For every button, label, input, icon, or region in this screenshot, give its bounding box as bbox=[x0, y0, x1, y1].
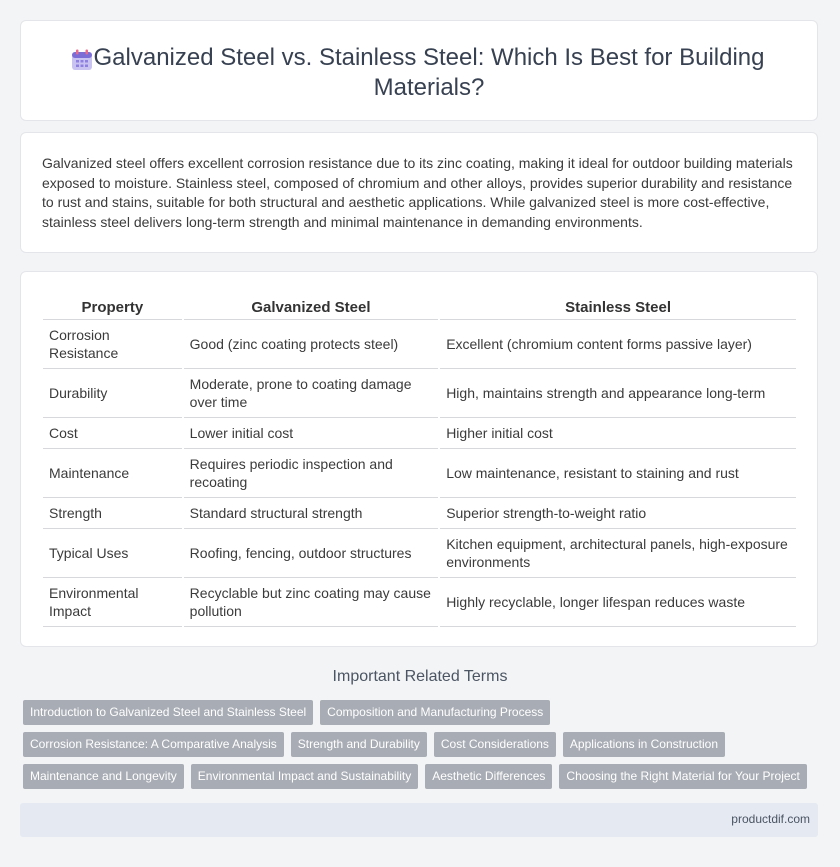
related-term-tag[interactable]: Choosing the Right Material for Your Project bbox=[559, 764, 806, 789]
related-terms-title: Important Related Terms bbox=[332, 668, 508, 685]
related-term-tag[interactable]: Corrosion Resistance: A Comparative Analysis bbox=[23, 732, 284, 757]
related-terms-tags bbox=[23, 700, 823, 796]
cell-property: Environmental Impact bbox=[43, 578, 182, 627]
cell-stainless: Higher initial cost bbox=[440, 418, 796, 449]
cell-stainless: Excellent (chromium content forms passive layer) bbox=[440, 320, 796, 369]
cell-stainless: Highly recyclable, longer lifespan reduces waste bbox=[440, 578, 796, 627]
cell-stainless: High, maintains strength and appearance long-term bbox=[440, 369, 796, 418]
comparison-table-card bbox=[20, 271, 818, 647]
related-term-tag[interactable]: Strength and Durability bbox=[291, 732, 427, 757]
cell-galvanized: Recyclable but zinc coating may cause pollution bbox=[184, 578, 439, 627]
cell-property: Maintenance bbox=[43, 449, 182, 498]
header-stainless: Stainless Steel bbox=[440, 295, 796, 320]
cell-property: Durability bbox=[43, 369, 182, 418]
page-title: Galvanized Steel vs. Stainless Steel: Which Is Best for Building Materials? bbox=[93, 44, 765, 101]
comparison-table bbox=[41, 295, 798, 627]
header-property: Property bbox=[43, 295, 182, 320]
cell-stainless: Low maintenance, resistant to staining and rust bbox=[440, 449, 796, 498]
cell-galvanized: Moderate, prone to coating damage over time bbox=[184, 369, 439, 418]
intro-paragraph: Galvanized steel offers excellent corrosion resistance due to its zinc coating, making it ideal for outdoor building materials exposed to moisture. Stainless steel, composed of chromium and other alloys, provides superior durability and resistance to rust and stains, suitable for both structural and aesthetic applications. While galvanized steel is more cost-effective, stainless steel delivers long-term strength and minimal maintenance in demanding environments. bbox=[42, 155, 793, 230]
cell-galvanized: Good (zinc coating protects steel) bbox=[184, 320, 439, 369]
related-term-tag[interactable]: Cost Considerations bbox=[434, 732, 556, 757]
table-row bbox=[43, 320, 796, 369]
table-row bbox=[43, 449, 796, 498]
cell-galvanized: Lower initial cost bbox=[184, 418, 439, 449]
table-row bbox=[43, 418, 796, 449]
header-galvanized: Galvanized Steel bbox=[184, 295, 439, 320]
related-term-tag[interactable]: Aesthetic Differences bbox=[425, 764, 552, 789]
cell-property: Typical Uses bbox=[43, 529, 182, 578]
cell-stainless: Kitchen equipment, architectural panels, high-exposure environments bbox=[440, 529, 796, 578]
table-row bbox=[43, 498, 796, 529]
cell-galvanized: Requires periodic inspection and recoating bbox=[184, 449, 439, 498]
related-term-tag[interactable]: Composition and Manufacturing Process bbox=[320, 700, 550, 725]
cell-galvanized: Standard structural strength bbox=[184, 498, 439, 529]
cell-property: Corrosion Resistance bbox=[43, 320, 182, 369]
cell-stainless: Superior strength-to-weight ratio bbox=[440, 498, 796, 529]
table-row bbox=[43, 578, 796, 627]
cell-galvanized: Roofing, fencing, outdoor structures bbox=[184, 529, 439, 578]
table-row bbox=[43, 369, 796, 418]
intro-card bbox=[20, 132, 818, 253]
cell-property: Strength bbox=[43, 498, 182, 529]
table-header-row bbox=[43, 295, 796, 320]
related-term-tag[interactable]: Introduction to Galvanized Steel and Stainless Steel bbox=[23, 700, 313, 725]
related-term-tag[interactable]: Maintenance and Longevity bbox=[23, 764, 184, 789]
table-row bbox=[43, 529, 796, 578]
footer bbox=[20, 803, 818, 837]
footer-site[interactable]: productdif.com bbox=[731, 812, 810, 826]
cell-property: Cost bbox=[43, 418, 182, 449]
title-card bbox=[20, 20, 818, 121]
related-term-tag[interactable]: Applications in Construction bbox=[563, 732, 725, 757]
related-term-tag[interactable]: Environmental Impact and Sustainability bbox=[191, 764, 418, 789]
